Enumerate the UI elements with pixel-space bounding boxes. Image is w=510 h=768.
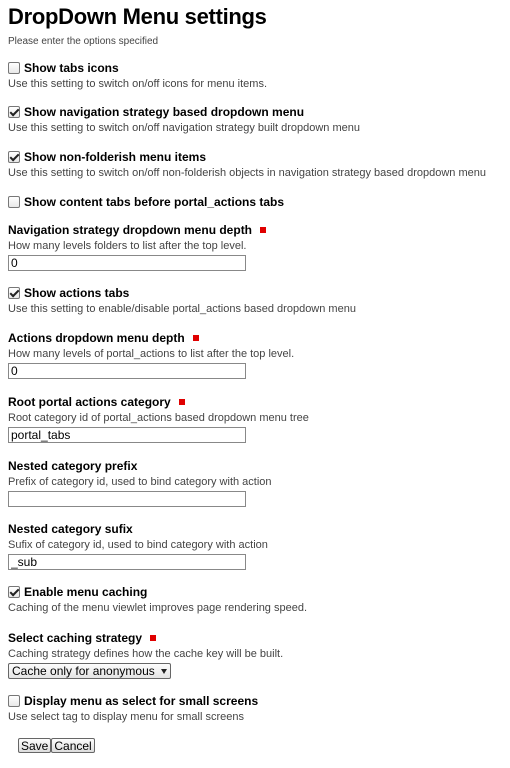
required-marker — [179, 399, 185, 405]
field-show-content-tabs — [8, 194, 284, 210]
show-tabs-icons-label[interactable]: Show tabs icons — [24, 61, 119, 75]
actions-depth-label: Actions dropdown menu depth — [8, 331, 185, 345]
show-actions-tabs-checkbox[interactable] — [8, 287, 20, 299]
nested-sufix-label: Nested category sufix — [8, 522, 133, 536]
field-actions-depth — [8, 330, 294, 379]
chevron-down-icon — [161, 669, 167, 674]
nested-prefix-label: Nested category prefix — [8, 459, 138, 473]
root-category-input[interactable] — [8, 427, 246, 443]
enable-caching-checkbox[interactable] — [8, 586, 20, 598]
show-content-tabs-checkbox[interactable] — [8, 196, 20, 208]
show-tabs-icons-checkbox[interactable] — [8, 62, 20, 74]
show-actions-tabs-label[interactable]: Show actions tabs — [24, 286, 130, 300]
root-category-label: Root portal actions category — [8, 395, 171, 409]
required-marker — [150, 635, 156, 641]
required-marker — [193, 335, 199, 341]
nested-prefix-help: Prefix of category id, used to bind category with action — [8, 476, 272, 488]
nested-sufix-input[interactable] — [8, 554, 246, 570]
form-buttons — [18, 738, 95, 753]
field-enable-caching — [8, 584, 307, 614]
select-small-screens-label[interactable]: Display menu as select for small screens — [24, 694, 259, 708]
field-select-small-screens — [8, 693, 258, 723]
field-nav-depth — [8, 222, 266, 271]
field-show-tabs-icons — [8, 60, 267, 90]
caching-strategy-help: Caching strategy defines how the cache key will be built. — [8, 648, 284, 660]
nested-prefix-input[interactable] — [8, 491, 246, 507]
page-description: Please enter the options specified — [8, 36, 159, 47]
field-nested-prefix — [8, 458, 272, 507]
caching-strategy-select[interactable] — [8, 663, 171, 679]
show-actions-tabs-help: Use this setting to enable/disable portal_actions based dropdown menu — [8, 303, 356, 315]
field-show-actions-tabs — [8, 285, 356, 315]
field-caching-strategy — [8, 630, 283, 680]
field-nested-sufix — [8, 521, 268, 570]
caching-strategy-selected: Cache only for anonymous — [12, 664, 155, 678]
nested-sufix-help: Sufix of category id, used to bind category with action — [8, 539, 268, 551]
save-button[interactable]: Save — [18, 738, 51, 753]
root-category-help: Root category id of portal_actions based dropdown menu tree — [8, 412, 309, 424]
select-small-screens-help: Use select tag to display menu for small screens — [8, 711, 244, 723]
page-title: DropDown Menu settings — [8, 4, 267, 29]
nav-depth-help: How many levels folders to list after the top level. — [8, 240, 247, 252]
show-navigation-strategy-checkbox[interactable] — [8, 106, 20, 118]
show-navigation-strategy-help: Use this setting to switch on/off navigation strategy built dropdown menu — [8, 122, 360, 134]
enable-caching-help: Caching of the menu viewlet improves page rendering speed. — [8, 602, 308, 614]
show-non-folderish-help: Use this setting to switch on/off non-folderish objects in navigation strategy based dropdown menu — [8, 167, 486, 179]
actions-depth-input[interactable] — [8, 363, 246, 379]
caching-strategy-label: Select caching strategy — [8, 631, 143, 645]
show-content-tabs-label[interactable]: Show content tabs before portal_actions tabs — [24, 195, 285, 209]
show-non-folderish-checkbox[interactable] — [8, 151, 20, 163]
show-navigation-strategy-label[interactable]: Show navigation strategy based dropdown menu — [24, 105, 305, 119]
field-root-category — [8, 394, 309, 443]
nav-depth-label: Navigation strategy dropdown menu depth — [8, 223, 253, 237]
nav-depth-input[interactable] — [8, 255, 246, 271]
show-non-folderish-label[interactable]: Show non-folderish menu items — [24, 150, 207, 164]
cancel-button[interactable]: Cancel — [51, 738, 94, 753]
show-tabs-icons-help: Use this setting to switch on/off icons for menu items. — [8, 78, 268, 90]
required-marker — [260, 227, 266, 233]
field-show-non-folderish — [8, 149, 486, 179]
actions-depth-help: How many levels of portal_actions to list after the top level. — [8, 348, 295, 360]
field-show-navigation-strategy — [8, 104, 360, 134]
select-small-screens-checkbox[interactable] — [8, 695, 20, 707]
enable-caching-label[interactable]: Enable menu caching — [24, 585, 148, 599]
